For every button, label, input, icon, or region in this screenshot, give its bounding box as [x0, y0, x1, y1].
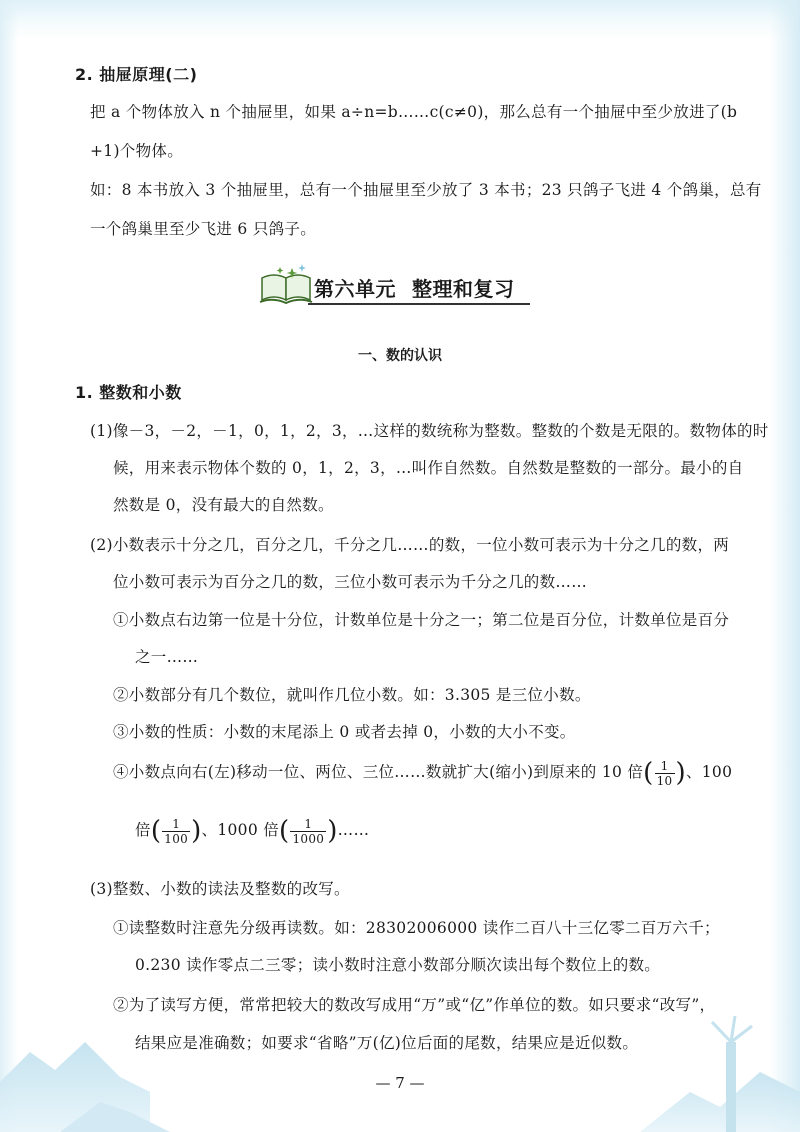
unit-title-underline — [308, 303, 530, 305]
page-edge-tint-left — [0, 0, 18, 1132]
list-item-line-fractions — [113, 758, 732, 788]
section-title: 一、数的认识 — [358, 348, 442, 364]
paren-open: ( — [643, 758, 654, 788]
paren-open: ( — [150, 816, 162, 846]
paragraph-line: 把 a 个物体放入 n 个抽屉里，如果 a÷n=b……c(c≠0)，那么总有一个抽屉中至少放进了(b — [90, 103, 738, 121]
list-item-line: ①小数点右边第一位是十分位，计数单位是十分之一；第二位是百分位，计数单位是百分 — [113, 611, 730, 629]
paragraph-line: (3)整数、小数的读法及整数的改写。 — [90, 880, 350, 898]
list-item-line: ②为了读写方便，常常把较大的数改写成用“万”或“亿”作单位的数。如只要求“改写”， — [113, 996, 716, 1014]
bottom-mountain-decoration — [0, 982, 800, 1132]
paragraph-line: 位小数可表示为百分之几的数，三位小数可表示为千分之几的数…… — [113, 573, 588, 591]
text-segment: ④小数点向右(左)移动一位、两位、三位……数就扩大(缩小)到原来的 10 倍 — [113, 763, 644, 781]
page-edge-tint-right — [770, 0, 800, 1132]
list-item-line: 之一…… — [135, 648, 199, 666]
unit-title-banner — [258, 262, 533, 308]
paragraph-line: 候，用来表示物体个数的 0，1，2，3，…叫作自然数。自然数是整数的一部分。最小的自 — [113, 459, 744, 477]
paragraph-line: 然数是 0，没有最大的自然数。 — [113, 496, 334, 514]
open-book-icon — [258, 262, 314, 308]
text-segment: 倍 — [135, 821, 151, 839]
paragraph-line: 如：8 本书放入 3 个抽屉里，总有一个抽屉里至少放了 3 本书；23 只鸽子飞进 4 个鸽巢，总有 — [90, 181, 762, 199]
paragraph-line: (2)小数表示十分之几，百分之几，千分之几……的数，一位小数可表示为十分之几的数，两 — [90, 536, 730, 554]
list-item-line: ②小数部分有几个数位，就叫作几位小数。如：3.305 是三位小数。 — [113, 686, 591, 704]
text-segment: 、100 — [685, 763, 733, 781]
page-number: — 7 — — [375, 1074, 425, 1092]
unit-title — [314, 273, 515, 302]
list-item-line: 0.230 读作零点二三零；读小数时注意小数部分顺次读出每个数位上的数。 — [135, 956, 661, 974]
paren-open: ( — [279, 816, 290, 846]
paragraph-line: +1)个物体。 — [90, 142, 183, 160]
list-item-line: ①读整数时注意先分级再读数。如：28302006000 读作二百八十三亿零二百万六千； — [113, 919, 720, 937]
fraction-one-hundredth: $\frac{1}{100}$ — [164, 816, 189, 846]
list-item-line: 结果应是准确数；如要求“省略”万(亿)位后面的尾数，结果应是近似数。 — [135, 1034, 639, 1052]
list-item-line: ③小数的性质：小数的末尾添上 0 或者去掉 0，小数的大小不变。 — [113, 723, 576, 741]
paragraph-line: (1)像－3，－2，－1，0，1，2，3，…这样的数统称为整数。整数的个数是无限的。数物体的时 — [90, 422, 769, 440]
heading-pigeonhole-2: 2. 抽屉原理(二) — [75, 65, 198, 84]
text-segment: …… — [337, 821, 370, 839]
paren-close: ) — [191, 816, 202, 846]
text-segment: 、1000 倍 — [201, 821, 280, 839]
unit-title-number: 第六单元 — [314, 277, 396, 301]
fraction-one-thousandth: $\frac{1}{1000}$ — [292, 816, 325, 846]
paren-close: ) — [327, 816, 338, 846]
paren-close: ) — [675, 758, 686, 788]
unit-title-name: 整理和复习 — [412, 277, 515, 301]
list-item-line-fractions — [135, 816, 369, 846]
fraction-one-tenth: $\frac{1}{10}$ — [656, 758, 673, 788]
paragraph-line: 一个鸽巢里至少飞进 6 只鸽子。 — [90, 220, 317, 238]
heading-integers-decimals: 1. 整数和小数 — [75, 383, 182, 402]
